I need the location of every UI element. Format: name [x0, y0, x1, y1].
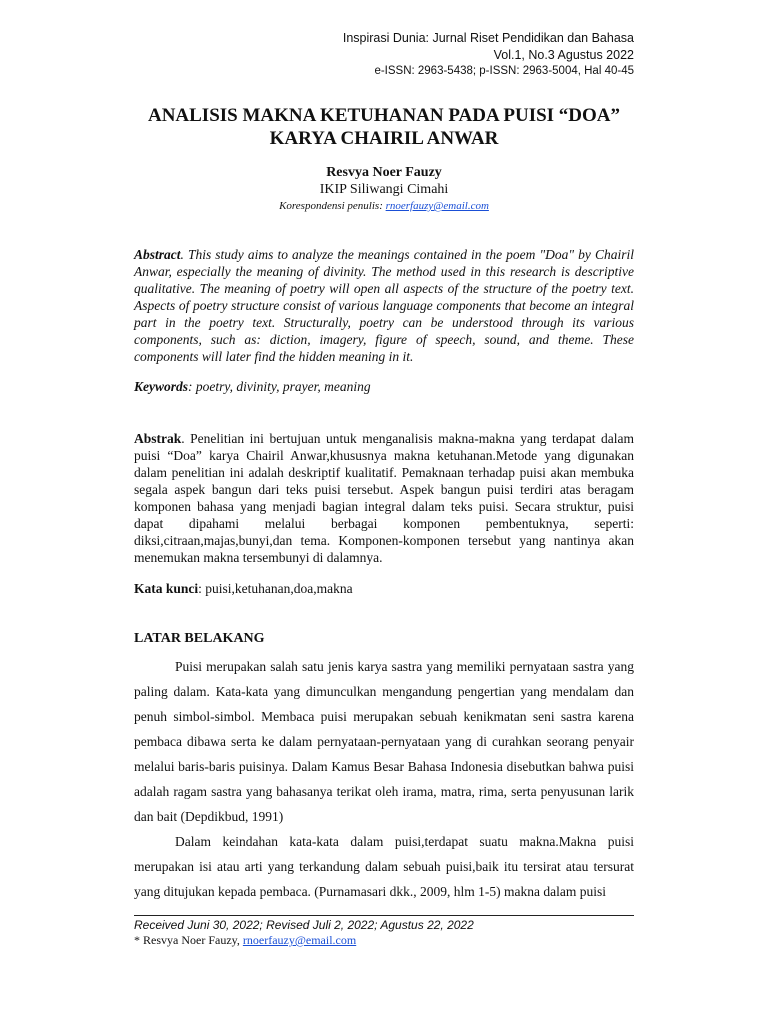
- correspondence-label: Korespondensi penulis:: [279, 200, 386, 212]
- article-title: [0, 104, 768, 150]
- abstract-text: . This study aims to analyze the meanings contained in the poem "Doa" by Chairil Anwar, especially the meaning of divinity. The method used in this research is descriptive qualitative. The meaning of poetry will open all aspects of the structure of the poetry text. Aspects of poetry structure consist of various language components that become an integral part in the poetry text. Structurally, poetry can be understood through its various components, such as: diction, imagery, figure of speech, sound, and theme. These components will later find the hidden meaning in it.: [134, 247, 634, 364]
- keywords-text: : poetry, divinity, prayer, meaning: [188, 379, 371, 394]
- journal-volume: Vol.1, No.3 Agustus 2022: [493, 47, 634, 62]
- abstract-indonesian: [134, 430, 634, 566]
- keywords-indonesian: [134, 581, 634, 597]
- abstrak-label: Abstrak: [134, 431, 182, 446]
- footnote-prefix: * Resvya Noer Fauzy,: [134, 933, 243, 947]
- author-affiliation: IKIP Siliwangi Cimahi: [319, 182, 449, 197]
- journal-name: Inspirasi Dunia: Jurnal Riset Pendidikan dan Bahasa: [342, 31, 634, 45]
- kata-kunci-label: Kata kunci: [134, 581, 199, 596]
- kata-kunci-text: : puisi,ketuhanan,doa,makna: [198, 581, 353, 596]
- correspondence: [0, 200, 768, 212]
- abstract-english: [134, 246, 634, 365]
- received-dates: Received Juni 30, 2022; Revised Juli 2, 2022; Agustus 22, 2022: [134, 918, 474, 932]
- author-footnote: [134, 933, 634, 948]
- body-paragraph: Puisi merupakan salah satu jenis karya sastra yang memiliki pernyataan sastra yang paling dalam. Kata-kata yang dimunculkan mengandung pengertian yang mendalam dan penuh simbol-simbol. Membaca puisi merupakan sebuah kenikmatan seni sastra karena pembaca dibawa serta ke dalam pernyataan-pernyataan yang di curahkan seorang penyair melalui baris-baris puisinya. Dalam Kamus Besar Bahasa Indonesia disebutkan bahwa puisi adalah ragam sastra yang bahasanya terikat oleh irama, matra, rima, serta penyusunan larik dan bait (Depdikbud, 1991): [134, 659, 634, 824]
- keywords-label: Keywords: [134, 379, 188, 394]
- author-name: Resvya Noer Fauzy: [326, 165, 442, 180]
- section-heading: LATAR BELAKANG: [134, 631, 265, 646]
- footer-divider: [134, 915, 634, 916]
- keywords-english: [134, 379, 634, 395]
- journal-header: [343, 30, 634, 80]
- journal-issn: e-ISSN: 2963-5438; p-ISSN: 2963-5004, Hal 40-45: [374, 65, 634, 77]
- footnote-email-link[interactable]: rnoerfauzy@email.com: [242, 933, 357, 947]
- title-line-1: ANALISIS MAKNA KETUHANAN PADA PUISI “DOA”: [147, 105, 621, 126]
- correspondence-email-link[interactable]: rnoerfauzy@email.com: [385, 200, 489, 212]
- body-paragraph: Dalam keindahan kata-kata dalam puisi,terdapat suatu makna.Makna puisi merupakan isi atau arti yang terkandung dalam sebuah puisi,baik itu tersirat atau tersurat yang ditujukan kepada pembaca. (Purnamasari dkk., 2009, hlm 1-5) makna dalam puisi: [134, 834, 634, 899]
- section-body: [134, 654, 634, 904]
- abstrak-text: . Penelitian ini bertujuan untuk menganalisis makna-makna yang terdapat dalam puisi “Doa” karya Chairil Anwar,khususnya makna ketuhanan.Metode yang digunakan dalam penelitian ini adalah deskriptif kualitatif. Pemaknaan terhadap puisi akan membuka segala aspek bangun dari teks puisi tersebut. Aspek bangun puisi terdiri atas beragam komponen bahasa yang menjadi bagian integral dalam teks puisi. Secara struktur, puisi dapat dipahami melalui berbagai komponen pembentuknya, seperti: diksi,citraan,majas,bunyi,dan tema. Komponen-komponen tersebut yang nantinya akan menemukan makna tersembunyi di dalamnya.: [134, 431, 634, 565]
- title-line-2: KARYA CHAIRIL ANWAR: [269, 128, 499, 149]
- page-footer: [134, 918, 634, 948]
- abstract-label: Abstract: [134, 247, 181, 262]
